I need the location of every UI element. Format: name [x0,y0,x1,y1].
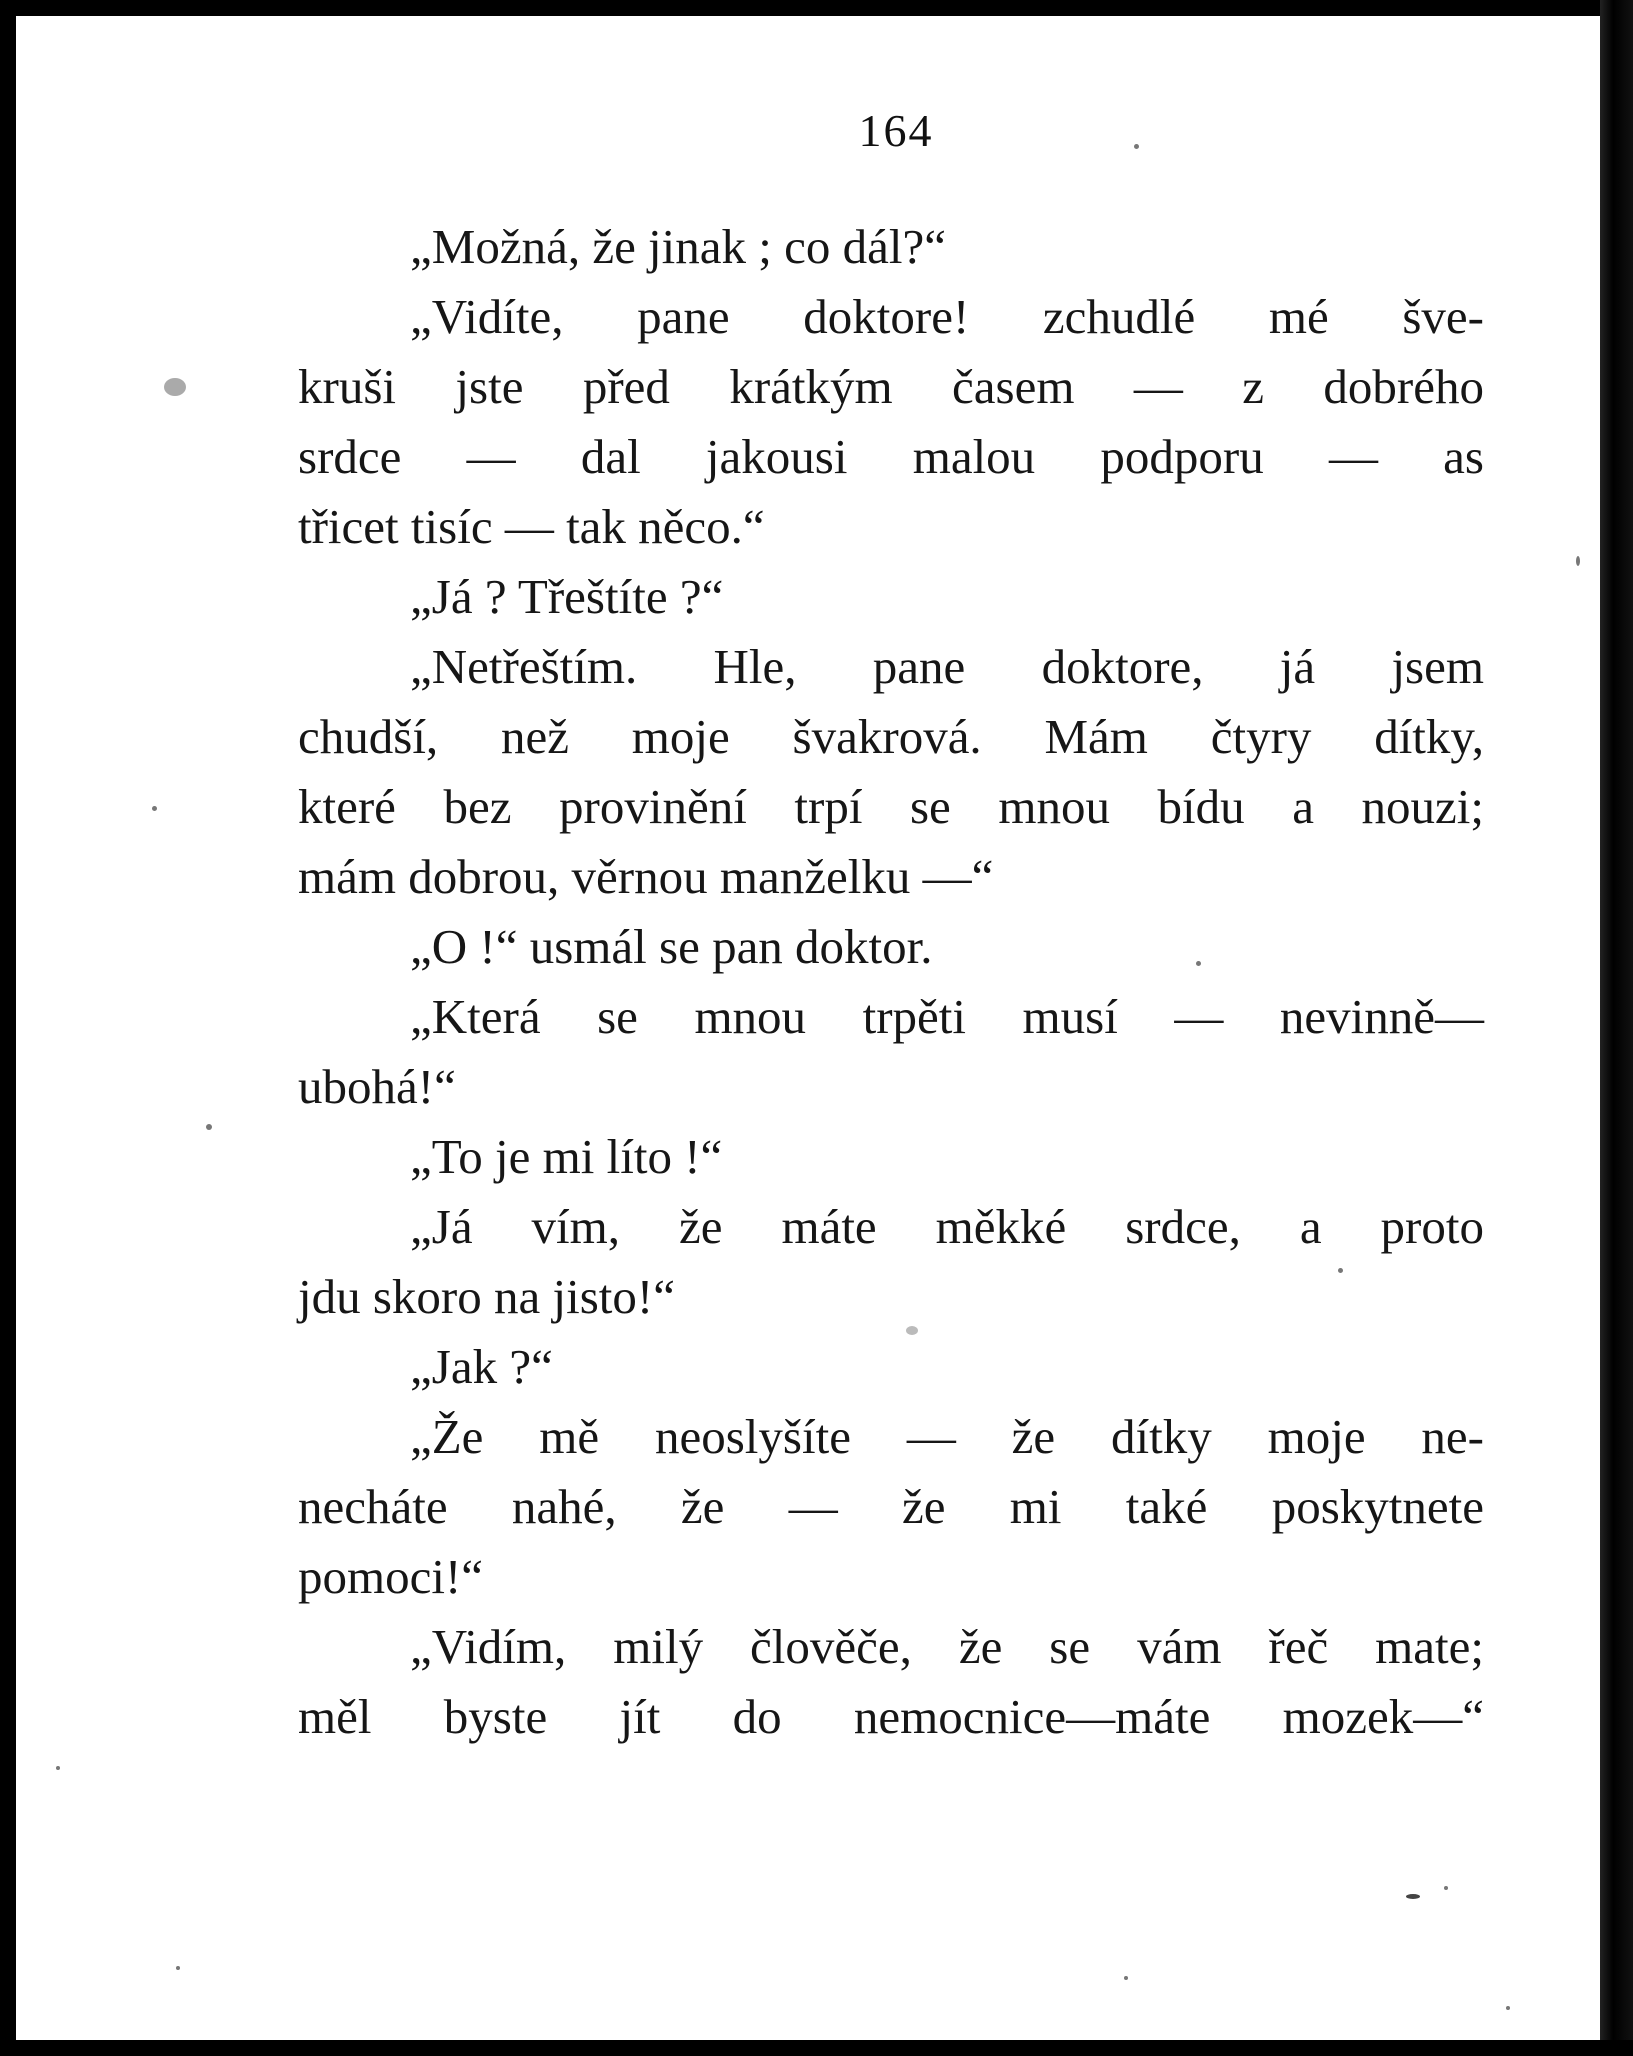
text-line: mám dobrou, věrnou manželku —“ [298,849,994,904]
book-spine [1600,0,1633,2056]
speck [1124,1976,1128,1980]
text-line: „Netřeštím. Hle, pane doktore, já jsem [410,639,1484,694]
text-line: „Já ? Třeštíte ?“ [410,569,724,624]
speck [1576,556,1580,566]
text-line: „To je mi líto !“ [410,1129,723,1184]
text-line: „Možná, že jinak ; co dál?“ [410,219,947,274]
speck [164,378,186,396]
page-number: 164 [858,105,934,156]
speck [56,1766,60,1770]
speck [1134,144,1139,149]
text-line: „Vidíte, pane doktore! zchudlé mé šve- [410,289,1484,344]
speck [1196,961,1201,966]
speck [176,1966,180,1970]
text-line: „Vidím, milý člověče, že se vám řeč mate; [410,1619,1484,1674]
speck [906,1326,918,1335]
text-line: „Že mě neoslyšíte — že dítky moje ne- [410,1409,1484,1464]
speck [1506,2006,1510,2010]
text-line: ubohá!“ [298,1059,456,1114]
speck [152,806,157,811]
speck [1444,1886,1448,1890]
speck [206,1124,212,1130]
text-line: kruši jste před krátkým časem — z dobrého [298,359,1484,414]
text-line: necháte nahé, že — že mi také poskytnete [298,1479,1484,1534]
text-line: jdu skoro na jisto!“ [298,1269,675,1324]
text-line: „Jak ?“ [410,1339,553,1394]
text-line: „Která se mnou trpěti musí — nevinně— [410,989,1484,1044]
bottom-edge [0,2040,1633,2056]
text-line: „Já vím, že máte měkké srdce, a proto [410,1199,1484,1254]
speck [1338,1268,1343,1273]
text-line: pomoci!“ [298,1549,484,1604]
speck [1406,1894,1420,1899]
text-line: třicet tisíc — tak něco.“ [298,499,765,554]
text-line: srdce — dal jakousi malou podporu — as [298,429,1484,484]
page-text [298,212,1484,1752]
text-line: chudší, než moje švakrová. Mám čtyry dítky, [298,709,1484,764]
text-line: „O !“ usmál se pan doktor. [410,919,933,974]
text-line: které bez provinění trpí se mnou bídu a nouzi; [298,779,1484,834]
text-line: měl byste jít do nemocnice—máte mozek—“ [298,1689,1484,1744]
